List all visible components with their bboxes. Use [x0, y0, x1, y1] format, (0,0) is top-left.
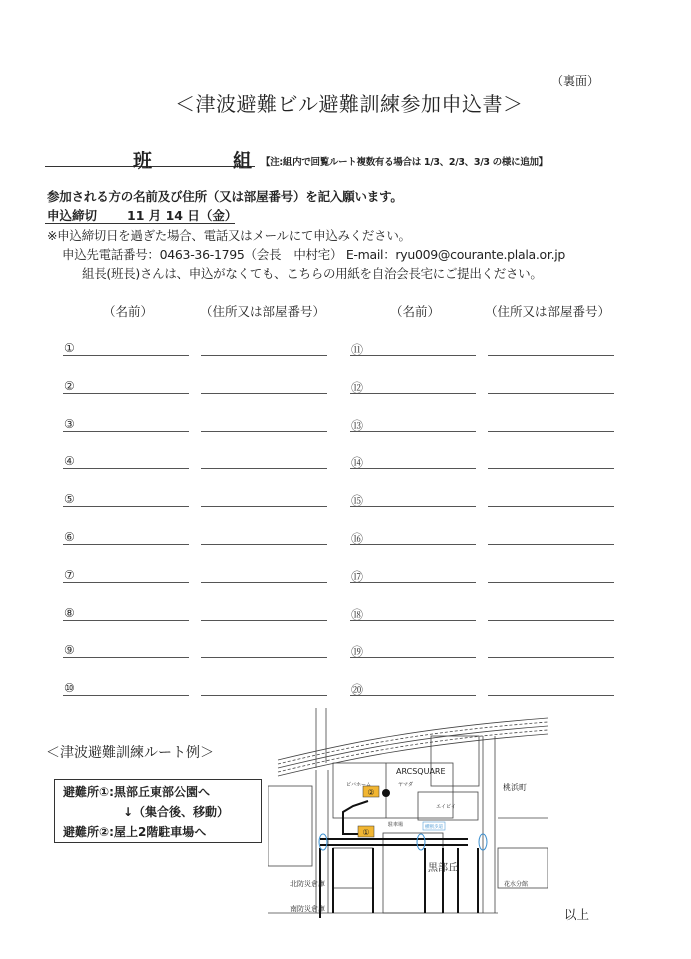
deadline-date: 11 月 14 日（金） — [127, 208, 238, 223]
col-address-right: （住所又は部屋番号） — [485, 304, 611, 319]
row-number-left: ② — [64, 379, 75, 393]
name-field-right[interactable] — [350, 582, 476, 583]
name-field-left[interactable] — [63, 355, 189, 356]
row-number-left: ④ — [64, 454, 75, 468]
map-label-momohama: 桃浜町 — [503, 783, 527, 792]
name-field-right[interactable] — [350, 695, 476, 696]
address-field-left[interactable] — [201, 695, 327, 696]
route-line-2: ↓（集合後、移動） — [123, 805, 230, 819]
map-label-kita-bousai: 北防災倉庫 — [290, 880, 325, 888]
map-label-minami-bousai: 南防災倉庫 — [290, 905, 325, 913]
route-line-3: 避難所②:屋上2階駐車場へ — [63, 825, 207, 839]
row-number-right: ⑲ — [351, 645, 364, 659]
name-field-right[interactable] — [350, 544, 476, 545]
name-field-right[interactable] — [350, 657, 476, 658]
row-number-right: ⑫ — [351, 381, 364, 395]
address-field-right[interactable] — [488, 582, 614, 583]
marker-2-text: ② — [367, 788, 375, 797]
address-field-right[interactable] — [488, 657, 614, 658]
row-number-left: ③ — [64, 417, 75, 431]
route-map — [268, 708, 548, 944]
row-number-left: ⑤ — [64, 492, 75, 506]
address-field-right[interactable] — [488, 431, 614, 432]
name-field-right[interactable] — [350, 355, 476, 356]
address-field-left[interactable] — [201, 620, 327, 621]
col-name-right: （名前） — [390, 304, 441, 319]
row-number-left: ⑩ — [64, 681, 75, 695]
address-field-right[interactable] — [488, 506, 614, 507]
address-field-right[interactable] — [488, 544, 614, 545]
address-field-left[interactable] — [201, 582, 327, 583]
map-label-parking: 駐車場 — [388, 822, 404, 828]
instruction-text: 参加される方の名前及び住所（又は部屋番号）を記入願います。 — [47, 189, 403, 204]
map-label-kurobe: 黒部丘 — [428, 863, 458, 874]
contact-info: 申込先電話番号：0463-36-1795（会長 中村宅） E-mail：ryu009@courante.plala.or.jp — [62, 247, 566, 262]
name-field-left[interactable] — [63, 582, 189, 583]
row-number-left: ⑥ — [64, 530, 75, 544]
row-number-left: ① — [64, 341, 75, 355]
address-field-left[interactable] — [201, 506, 327, 507]
map-label-hanamizu: 花水分館 — [504, 881, 529, 888]
route-box — [54, 779, 262, 843]
address-field-right[interactable] — [488, 620, 614, 621]
col-address-left: （住所又は部屋番号） — [200, 304, 326, 319]
row-number-left: ⑧ — [64, 606, 75, 620]
row-number-right: ⑯ — [351, 532, 364, 546]
row-number-right: ⑪ — [351, 343, 364, 357]
row-number-right: ⑭ — [351, 456, 364, 470]
col-name-left: （名前） — [103, 304, 154, 319]
late-note: ※申込締切日を過ぎた場合、電話又はメールにて申込みください。 — [47, 228, 411, 243]
row-number-left: ⑦ — [64, 568, 75, 582]
name-field-left[interactable] — [63, 620, 189, 621]
back-side-label: （裏面） — [551, 74, 600, 88]
name-field-left[interactable] — [63, 695, 189, 696]
leader-note: 組長(班長)さんは、申込がなくても、こちらの用紙を自治会長宅にご提出ください。 — [82, 266, 543, 281]
kumi-label: 組 — [233, 150, 253, 172]
map-label-arcsquare: ARCSQUARE — [396, 767, 446, 776]
address-field-left[interactable] — [201, 431, 327, 432]
name-field-left[interactable] — [63, 431, 189, 432]
address-field-right[interactable] — [488, 468, 614, 469]
address-field-left[interactable] — [201, 468, 327, 469]
name-field-right[interactable] — [350, 506, 476, 507]
page-title: ＜津波避難ビル避難訓練参加申込書＞ — [175, 92, 524, 116]
address-field-left[interactable] — [201, 355, 327, 356]
name-field-left[interactable] — [63, 506, 189, 507]
map-label-bibahome: ビバホーム — [346, 782, 372, 788]
address-field-left[interactable] — [201, 393, 327, 394]
address-field-right[interactable] — [488, 393, 614, 394]
row-number-left: ⑨ — [64, 643, 75, 657]
name-field-right[interactable] — [350, 431, 476, 432]
name-field-left[interactable] — [63, 468, 189, 469]
route-line-1: 避難所①:黒部丘東部公園へ — [63, 785, 210, 799]
deadline-label: 申込締切 — [47, 208, 98, 223]
name-field-right[interactable] — [350, 468, 476, 469]
map-label-yamada: ヤマダ — [398, 782, 414, 788]
closing-text: 以上 — [564, 907, 590, 922]
name-field-left[interactable] — [63, 393, 189, 394]
address-field-left[interactable] — [201, 657, 327, 658]
row-number-right: ⑱ — [351, 608, 364, 622]
row-number-right: ⑬ — [351, 419, 364, 433]
group-note: 【注:組内で回覧ルート複数有る場合は 1/3、2/3、3/3 の様に追加】 — [261, 157, 548, 168]
deadline-underline — [45, 223, 235, 224]
map-label-crosswalk: 横断歩道 — [425, 825, 443, 830]
address-field-right[interactable] — [488, 695, 614, 696]
route-example-title: ＜津波避難訓練ルート例＞ — [46, 745, 214, 761]
name-field-right[interactable] — [350, 620, 476, 621]
address-field-left[interactable] — [201, 544, 327, 545]
name-field-right[interactable] — [350, 393, 476, 394]
deadline — [47, 206, 237, 224]
address-field-right[interactable] — [488, 355, 614, 356]
name-field-left[interactable] — [63, 657, 189, 658]
row-number-right: ⑳ — [351, 683, 364, 697]
poi-dot — [382, 789, 390, 797]
name-field-left[interactable] — [63, 544, 189, 545]
row-number-right: ⑮ — [351, 494, 364, 508]
map-label-eibiei: エイビイ — [436, 804, 456, 810]
han-label: 班 — [133, 150, 153, 172]
row-number-right: ⑰ — [351, 570, 364, 584]
marker-1-text: ① — [362, 828, 370, 837]
